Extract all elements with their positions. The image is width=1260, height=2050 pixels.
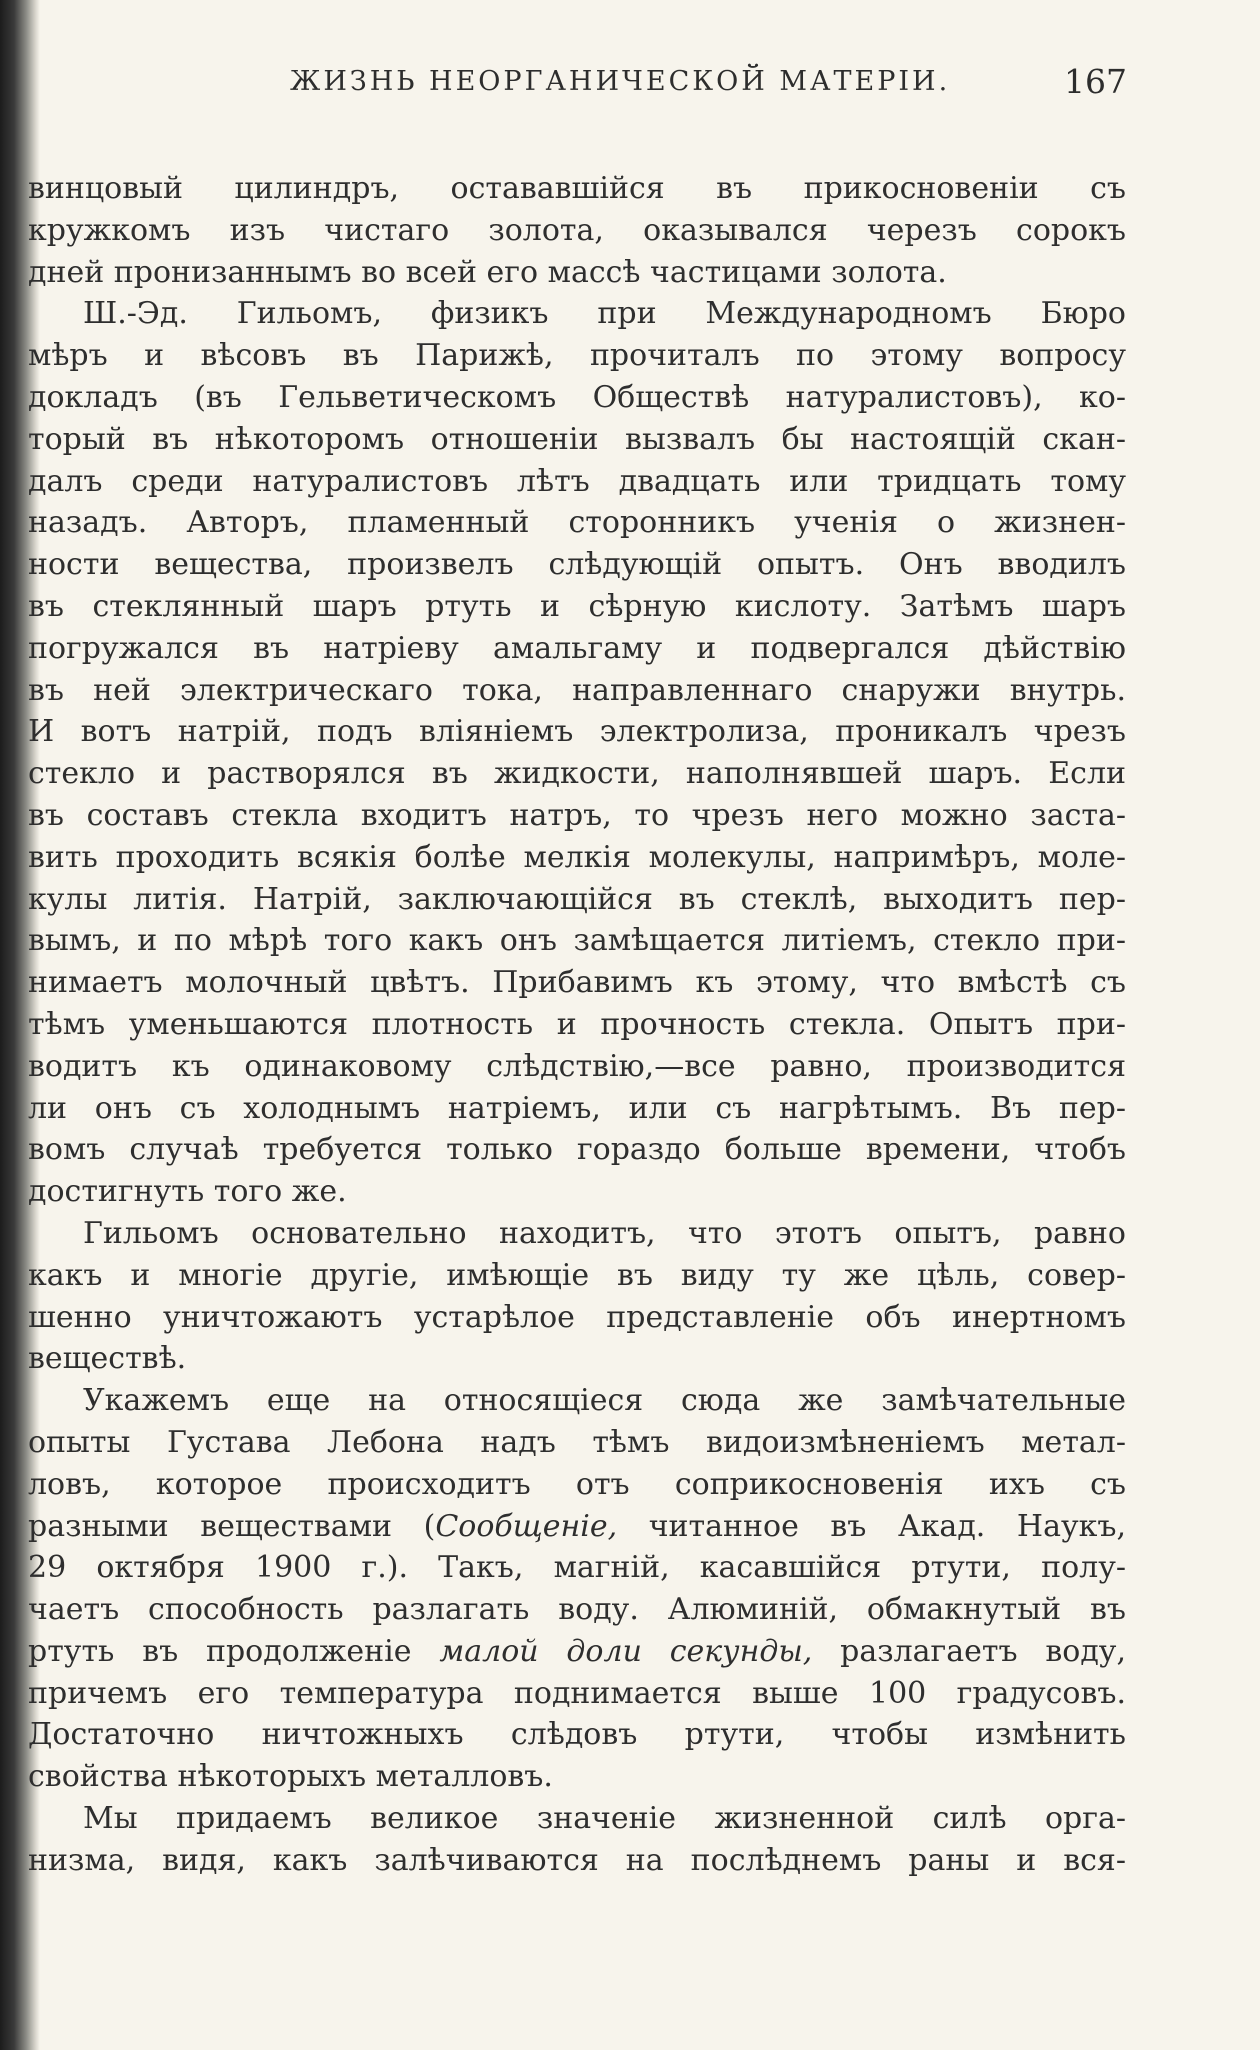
- text-line: веществѣ.: [28, 1341, 187, 1377]
- body-text: [28, 168, 1126, 1882]
- text-line: далъ среди натуралистовъ лѣтъ двадцать или тридцать тому: [28, 463, 1126, 499]
- text-line: какъ и многіе другіе, имѣющіе въ виду ту же цѣль, совер-: [28, 1257, 1126, 1293]
- text-line: шенно уничтожаютъ устарѣлое представленіе объ инертномъ: [28, 1299, 1126, 1335]
- text-line: ности вещества, произвелъ слѣдующій опытъ. Онъ вводилъ: [28, 547, 1126, 583]
- text-line: назадъ. Авторъ, пламенный сторонникъ ученія о жизнен-: [28, 505, 1126, 541]
- text-line: 29 октября 1900 г.). Такъ, магній, касавшійся ртути, полу-: [28, 1550, 1126, 1586]
- text-line: опыты Густава Лебона надъ тѣмъ видоизмѣненіемъ метал-: [28, 1424, 1126, 1460]
- text-line: винцовый цилиндръ, остававшійся въ прикосновеніи съ: [28, 171, 1126, 206]
- italic-emphasis: малой доли секунды,: [439, 1633, 813, 1669]
- text-line: дней пронизаннымъ во всей его массѣ частицами золота.: [28, 254, 947, 290]
- text-line: стекло и растворялся въ жидкости, наполнявшей шаръ. Если: [28, 756, 1126, 792]
- text-line: Мы придаемъ великое значеніе жизненной силѣ орга-: [83, 1801, 1126, 1837]
- text-line: въ стеклянный шаръ ртуть и сѣрную кислоту. Затѣмъ шаръ: [28, 588, 1126, 624]
- text-line: Ш.-Эд. Гильомъ, физикъ при Международномъ Бюро: [83, 296, 1126, 332]
- text-line: Достаточно ничтожныхъ слѣдовъ ртути, чтобы измѣнить: [28, 1717, 1126, 1753]
- text-line: вымъ, и по мѣрѣ того какъ онъ замѣщается литіемъ, стекло при-: [28, 923, 1126, 959]
- text-line: свойства нѣкоторыхъ металловъ.: [28, 1759, 553, 1795]
- text-line: ли онъ съ холоднымъ натріемъ, или съ нагрѣтымъ. Въ пер-: [28, 1090, 1126, 1126]
- running-title: ЖИЗНЬ НЕОРГАНИЧЕСКОЙ МАТЕРІИ.: [290, 66, 951, 97]
- page-number: 167: [1064, 62, 1127, 101]
- text-line: тѣмъ уменьшаются плотность и прочность стекла. Опытъ при-: [28, 1006, 1126, 1042]
- text-line: [28, 1506, 1126, 1548]
- text-line: ловъ, которое происходитъ отъ соприкосновенія ихъ съ: [28, 1466, 1126, 1502]
- text-line: торый въ нѣкоторомъ отношеніи вызвалъ бы настоящій скан-: [28, 421, 1126, 457]
- text-line: достигнуть того же.: [28, 1174, 347, 1210]
- text-line: кулы литія. Натрій, заключающійся въ стеклѣ, выходитъ пер-: [28, 881, 1126, 917]
- text-line: чаетъ способность разлагать воду. Алюминій, обмакнутый въ: [28, 1592, 1126, 1628]
- text-line: нимаетъ молочный цвѣтъ. Прибавимъ къ этому, что вмѣстѣ съ: [28, 965, 1126, 1001]
- text-line: погружался въ натріеву амальгаму и подвергался дѣйствію: [28, 630, 1126, 666]
- italic-citation: Сообщеніе,: [435, 1508, 618, 1544]
- text-line: низма, видя, какъ залѣчиваются на послѣднемъ раны и вся-: [28, 1842, 1126, 1878]
- text-line: кружкомъ изъ чистаго золота, оказывался черезъ сорокъ: [28, 212, 1126, 248]
- text-line: докладъ (въ Гельветическомъ Обществѣ натуралистовъ), ко-: [28, 379, 1126, 415]
- text-line: вомъ случаѣ требуется только гораздо больше времени, чтобъ: [28, 1132, 1126, 1168]
- text-run: разлагаетъ воду,: [812, 1633, 1126, 1669]
- text-line: Гильомъ основательно находитъ, что этотъ опытъ, равно: [83, 1215, 1126, 1251]
- text-line: Укажемъ еще на относящіеся сюда же замѣчательные: [83, 1383, 1126, 1419]
- text-line: причемъ его температура поднимается выше 100 градусовъ.: [28, 1675, 1126, 1711]
- text-run: ртуть въ продолженіе: [28, 1633, 440, 1669]
- text-line: въ составъ стекла входитъ натръ, то чрезъ него можно заста-: [28, 797, 1126, 833]
- text-line: мѣръ и вѣсовъ въ Парижѣ, прочиталъ по этому вопросу: [28, 338, 1126, 374]
- text-line: въ ней электрическаго тока, направленнаго снаружи внутрь.: [28, 672, 1126, 708]
- page-header: [0, 62, 1260, 106]
- text-line: [28, 1631, 1126, 1673]
- text-run: читанное въ Акад. Наукъ,: [617, 1508, 1126, 1544]
- text-run: разными веществами (: [28, 1508, 436, 1544]
- text-line: вить проходить всякія болѣе мелкія молекулы, напримѣръ, моле-: [28, 839, 1126, 875]
- text-line: водитъ къ одинаковому слѣдствію,—все равно, производится: [28, 1048, 1126, 1084]
- text-line: И вотъ натрій, подъ вліяніемъ электролиза, проникалъ чрезъ: [28, 714, 1126, 750]
